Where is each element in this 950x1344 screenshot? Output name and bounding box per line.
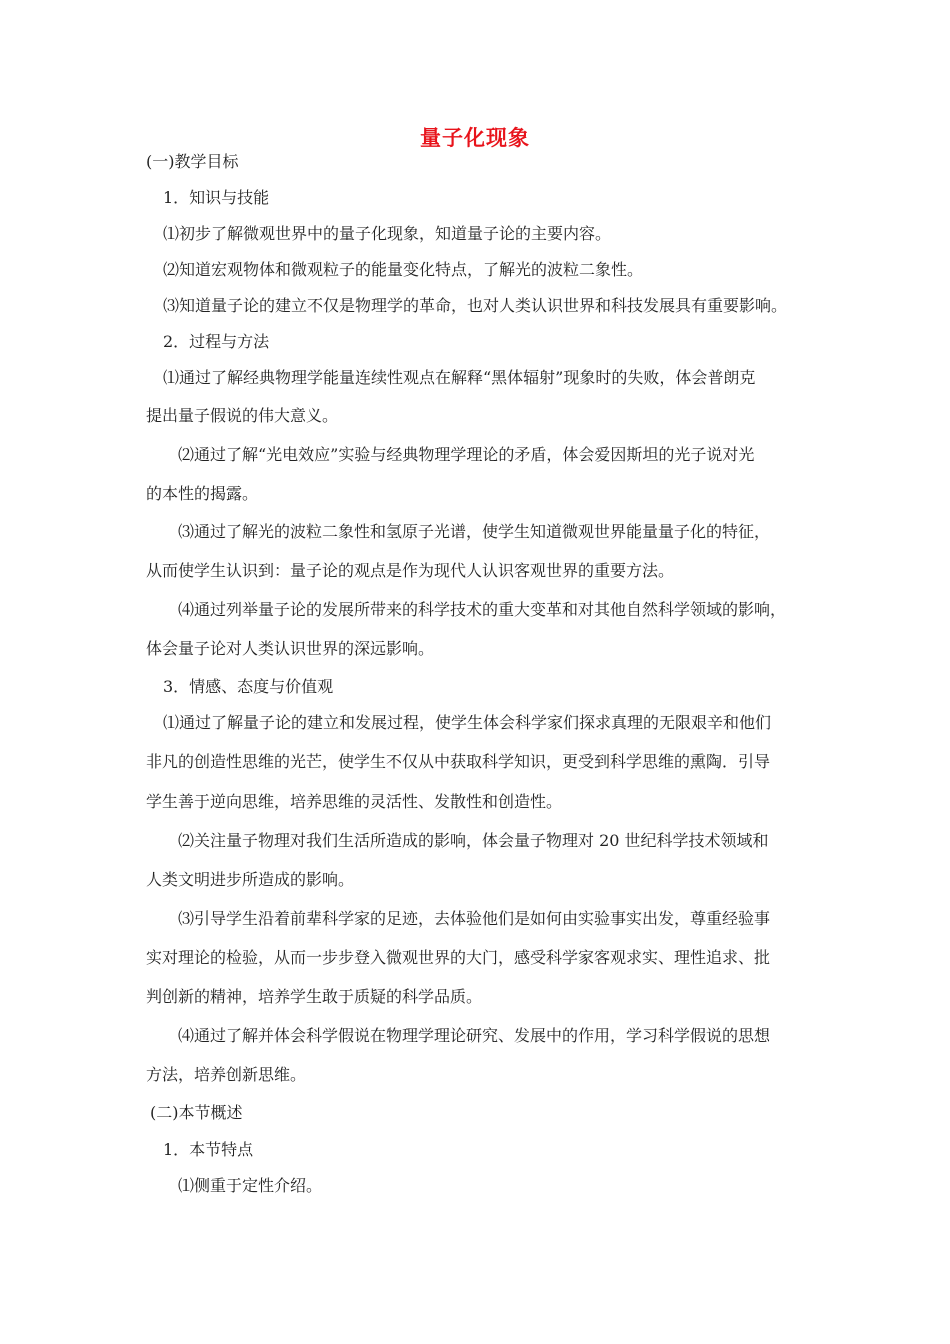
paragraph-line: ⑵知道宏观物体和微观粒子的能量变化特点，了解光的波粒二象性。 (163, 260, 644, 279)
subheading-features: 1．本节特点 (163, 1140, 254, 1159)
section-heading-teaching-goals: (一)教学目标 (146, 152, 239, 171)
paragraph-line: ⑷通过列举量子论的发展所带来的科学技术的重大变革和对其他自然科学领域的影响， (178, 600, 787, 619)
section-heading-overview: (二)本节概述 (150, 1103, 243, 1122)
paragraph-line: ⑴通过了解经典物理学能量连续性观点在解释“黑体辐射”现象时的失败，体会普朗克 (163, 368, 756, 387)
subheading-process-methods: 2．过程与方法 (163, 332, 270, 351)
document-title: 量子化现象 (420, 126, 530, 150)
subheading-emotion-values: 3．情感、态度与价值观 (163, 677, 334, 696)
paragraph-line: 人类文明进步所造成的影响。 (146, 870, 355, 889)
paragraph-line: 学生善于逆向思维，培养思维的灵活性、发散性和创造性。 (146, 792, 563, 811)
paragraph-line: ⑵关注量子物理对我们生活所造成的影响，体会量子物理对 20 世纪科学技术领域和 (178, 831, 769, 850)
paragraph-line: ⑶引导学生沿着前辈科学家的足迹，去体验他们是如何由实验事实出发，尊重经验事 (178, 909, 771, 928)
paragraph-line: 从而使学生认识到：量子论的观点是作为现代人认识客观世界的重要方法。 (146, 561, 675, 580)
paragraph-line: 的本性的揭露。 (146, 484, 259, 503)
paragraph-line: ⑴通过了解量子论的建立和发展过程，使学生体会科学家们探求真理的无限艰辛和他们 (163, 713, 772, 732)
paragraph-line: 体会量子论对人类认识世界的深远影响。 (146, 639, 435, 658)
paragraph-line: ⑶知道量子论的建立不仅是物理学的革命，也对人类认识世界和科技发展具有重要影响。 (163, 296, 788, 315)
paragraph-line: 提出量子假说的伟大意义。 (146, 406, 339, 425)
paragraph-line: 实对理论的检验，从而一步步登入微观世界的大门，感受科学家客观求实、理性追求、批 (146, 948, 771, 967)
paragraph-line: ⑷通过了解并体会科学假说在物理学理论研究、发展中的作用，学习科学假说的思想 (178, 1026, 771, 1045)
paragraph-line: 方法，培养创新思维。 (146, 1065, 307, 1084)
paragraph-line: 非凡的创造性思维的光芒，使学生不仅从中获取科学知识，更受到科学思维的熏陶．引导 (146, 752, 771, 771)
paragraph-line: ⑵通过了解“光电效应”实验与经典物理学理论的矛盾，体会爱因斯坦的光子说对光 (178, 445, 755, 464)
paragraph-line: ⑴侧重于定性介绍。 (178, 1176, 323, 1195)
paragraph-line: ⑴初步了解微观世界中的量子化现象，知道量子论的主要内容。 (163, 224, 612, 243)
paragraph-line: ⑶通过了解光的波粒二象性和氢原子光谱，使学生知道微观世界能量量子化的特征， (178, 522, 771, 541)
subheading-knowledge-skills: 1．知识与技能 (163, 188, 270, 207)
paragraph-line: 判创新的精神，培养学生敢于质疑的科学品质。 (146, 987, 483, 1006)
